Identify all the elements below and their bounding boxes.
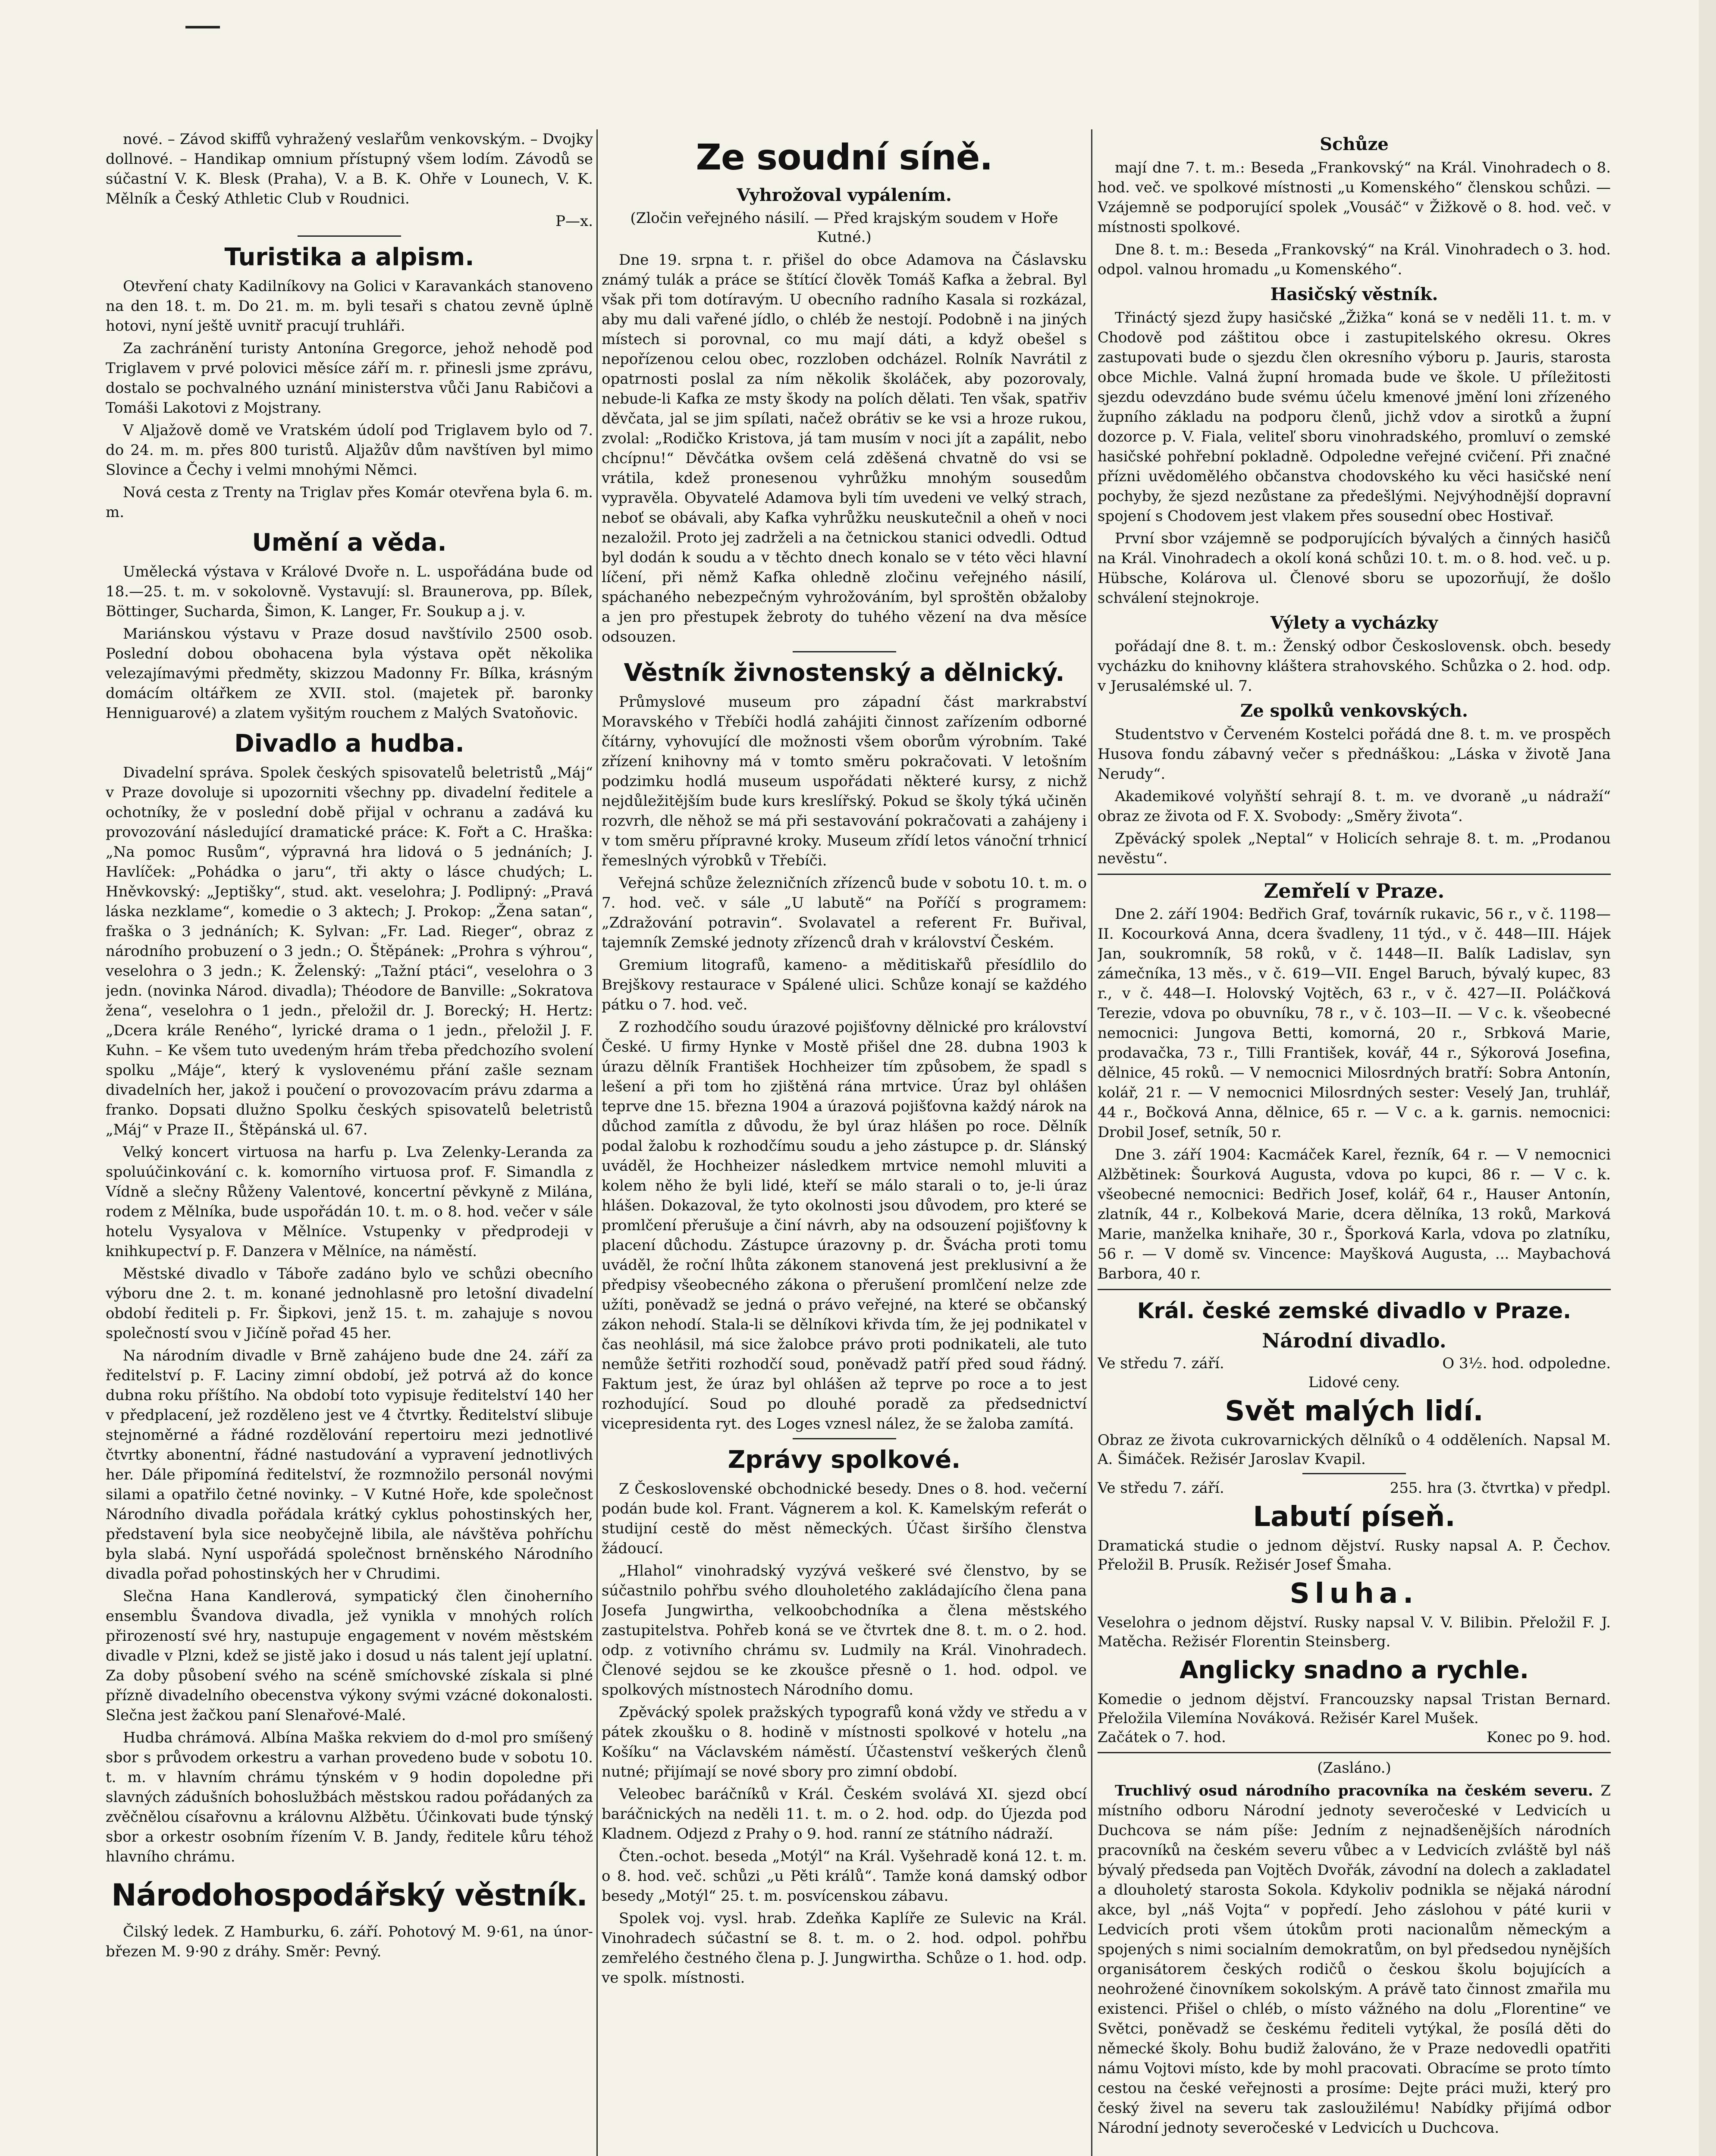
play-description: Obraz ze života cukrovarnických dělníků o 4 odděleních. Napsal M. A. Šimáček. Režisér Jaroslav Kvapil. (1098, 1432, 1611, 1468)
article-paragraph: Gremium litografů, kameno- a měditiskařů přesídlilo do Brejškovy restaurace v Spálené ulici. Schůze konají se každého pátku o 7. hod. več. (602, 956, 1087, 1013)
theatre-subheading: Národní divadlo. (1262, 1329, 1446, 1352)
section-heading: Schůze (1320, 134, 1389, 154)
article-paragraph: Na národním divadle v Brně zahájeno bude dne 24. září za ředitelství p. F. Laciny zimní období, jež potrvá až do konce dubna roku příštího. Na období toto vypisuje ředitelství 140 her v předplacení, jež rozděleno jest ve 4 čtvrtky. Ředitelství slibuje stejnoměrné a řádné rozdělování repertoiru mezi jednotlivé čtvrtky abonentní, řádné nastudování a vypravení jednotlivých her. Dále připomíná ředitelství, že rozmnožilo personál novými silami a opatřilo četné novinky. – V Kutné Hoře, kde společnost Národního divadla pořádala krátký cyklus pohostinských her, představení byla sice neobyčejně libila, ale návštěva pohříchu byla slabá. Nyní uspořádá společnost brněnského Národního divadla pořad pohostinských her v Chrudimi. (106, 1347, 593, 1583)
start-time: Začátek o 7. hod. (1098, 1729, 1226, 1746)
article-paragraph: Divadelní správa. Spolek českých spisovatelů beletristů „Máj“ v Praze dovoluje si upozorniti všechny pp. divadelní ředitele a ochotníky, že v poslední době přijal v ochranu a zadává ku provozování následující dramatické práce: K. Fořt a C. Hraška: „Na pomoc Rusům“, výpravná hra lidová o 5 jednáních; J. Havlíček: „Pohádka o jaru“, tři akty o lásce chudých; L. Hněvkovský: „Jeptišky“, stud. akt. veselohra; J. Podlipný: „Pravá láska nezklame“, komedie o 3 aktech; J. Prokop: „Žena satan“, fraška o 3 jednáních; K. Sylvan: „Fr. Lad. Rieger“, obraz z národního probuzení o 3 jedn.; O. Štěpánek: „Prohra s výhrou“, veselohra o 3 jedn.; K. Želenský: „Tažní ptáci“, veselohra o 3 jedn. (novinka Národ. divadla); Théodore de Banville: „Sokratova žena“, veselohra o 1 jedn., přeložil dr. J. Borecký; H. Hertz: „Dcera krále Reného“, lyrické drama o 1 jedn., přeložil J. F. Kuhn. – Ke všem tuto uvedeným hrám třeba předchozího svolení spolku „Máje“, který k vyslovenému přání zašle seznam divadelních her, jakož i poučení o provozovacím právu zdarma a franko. Dopsati dlužno Spolku českých spisovatelů beletristů „Máj“ v Praze II., Štěpánská ul. 67. (106, 764, 593, 1138)
performance-date: Ve středu 7. září. (1098, 1479, 1224, 1497)
article-paragraph: Mariánskou výstavu v Praze dosud navštívilo 2500 osob. Poslední dobou obohacena byla výstava opět několika velezajímavými předměty, skizzou Madonny Fr. Bílka, krásným domácím oltářkem ze XVII. stol. (majetek př. baronky Henniguarové) a zlatem vyšitým rouchem z Malých Svatoňovic. (106, 625, 593, 722)
performance-row (1098, 1479, 1611, 1498)
divider (1302, 1473, 1406, 1474)
article-paragraph: Průmyslové museum pro západní část markrabství Moravského v Třebíči hodlá zahájiti činnost zařízením odborné čítárny, vyhovující dle možnosti všem oborům výrobním. Také zřízení knihovny má v tomto směru pokračovati. V letošním podzimku hodlá museum uspořádati některé kursy, z nichž nejdůležitějším bude kurs kreslířský. Pokud se školy týká učiněn rozvrh, dle něhož se má při sestavování pokračovati a zahájeny i v tom směru přípravné kroky. Museum zřídí letos vánoční trhnicí řemeslných výrobků v Třebíči. (602, 693, 1087, 869)
divider (793, 1438, 896, 1439)
article-paragraph: Dne 19. srpna t. r. přišel do obce Adamova na Čáslavsku známý tulák a práce se štítící člověk Tomáš Kafka a žebral. Byl však při tom dotíravým. U obecního radního Kasala si rozkázal, aby mu dali vařené jídlo, o chléb že nestojí. Podobně i na jiných místech si porovnal, co mu mají dáti, a když obešel s nepořízenou celou obec, rozzloben odcházel. Rolník Navrátil z opatrnosti poslal za ním několik školáček, aby pozorovaly, nebude-li Kafka ze msty škody na polích dělati. Ten však, spatřiv děvčata, jal se jim spílati, načež obrátiv se ke vsi a hroze rukou, zvolal: „Rodičko Kristova, já tam musím v noci jít a zapálit, nebo chcípnu!“ Děvčátka ovšem celá zděšená chvatně do vsi se vrátila, kdež pronesenou vyhrůžku mnohým sousedům vypravěla. Obyvatelé Adamova byli tím uvedeni ve velký strach, neboť se obávali, aby Kafka vyhrůžku neuskutečnil a oheň v noci nezaložil. Proto jej zadrželi a na četnickou stanici odvedli. Odtud byl dodán k soudu a v těchto dnech konalo se v této věci hlavní líčení, při němž Kafka ohledně zločinu veřejného násilí, spáchaného nebezpečným vyhrožováním, byl sproštěn obžaloby a jen pro přestupek žebroty do tuhého vězení na dva měsíce odsouzen. (602, 251, 1087, 646)
article-paragraph: Studentstvo v Červeném Kostelci pořádá dne 8. t. m. ve prospěch Husova fondu zábavný večer s přednáškou: „Láska v životě Jana Nerudy“. (1098, 726, 1611, 783)
column-3 (1098, 129, 1611, 2156)
play-description: Veselohra o jednom dějství. Rusky napsal V. V. Bilibin. Přeložil F. J. Matěcha. Režisér Florentin Steinsberg. (1098, 1614, 1611, 1650)
article-paragraph: Veřejná schůze železničních zřízenců bude v sobotu 10. t. m. o 7. hod. več. v sále „U labutě“ na Poříčí s programem: „Zdražování potravin“. Svolavatel a referent Fr. Buřival, tajemník Zemské jednoty zřízenců drah v království Českém. (602, 874, 1087, 951)
article-paragraph: Z rozhodčího soudu úrazové pojišťovny dělnické pro království České. U firmy Hynke v Mostě přišel dne 28. dubna 1903 k úrazu dělník František Hochheizer tím způsobem, že spadl s lešení a při tom ho zjištěná rána mrtvice. Úraz byl ohlášen teprve dne 15. března 1904 a úrazová pojišťovna každý nárok na důchod zamítla z důvodu, že byl úraz hlášen po roce. Dělník podal žalobu k rozhodčímu soudu a jeho zástupce p. dr. Slánský uváděl, že Hochheizer následkem mrtvice nemohl mluviti a kolem něho že byli lidé, kteří se málo starali o to, je-li úraz hlášen. Dokazoval, že tyto okolnosti jsou důvodem, pro které se promlčení přerušuje a činí návrh, aby na odsouzení pojišťovny k placení důchodu. Zástupce úrazovny p. dr. Švácha proti tomu uváděl, že roční lhůta zákonem stanovená jest preklusivní a že předpisy všeobecného zákona o přerušení promlčení nelze zde užíti, poněvadž se jedná o právo veřejné, na které se občanský zákon nehodí. Stala-li se dělníkovi křivda tím, že jej podnikatel v čas neohlásil, má sice žalobce právo proti podnikateli, ale tuto nemůže šetřiti rozhodčí soud, poněvadž patří před soud řádný. Faktum jest, že úraz byl ohlášen až teprve po roce a to jest rozhodující. Soud po dlouhé poradě za předsednictví vicepresidenta ryt. des Loges vznesl nález, že se žaloba zamítá. (602, 1018, 1087, 1432)
section-heading: Zemřelí v Praze. (1264, 879, 1445, 903)
column-2 (602, 129, 1087, 2156)
article-paragraph: Umělecká výstava v Králové Dvoře n. L. uspořádána bude od 18.—25. t. m. v sokolovně. Vystavují: sl. Braunerova, pp. Bílek, Böttinger, Sucharda, Šimon, K. Langer, Fr. Soukup a j. v. (106, 563, 593, 620)
section-heading: Výlety a vycházky (1270, 613, 1438, 633)
performance-row (1098, 1354, 1611, 1373)
section-heading: Divadlo a hudba. (234, 730, 464, 758)
section-heading: Umění a věda. (252, 529, 447, 557)
article-paragraph: Otevření chaty Kadilníkovy na Golici v Karavankách stanoveno na den 18. t. m. Do 21. m. m. byli tesaři s chatou zevně úplně hotovi, nyní ještě uvnitř pracují truhláři. (106, 278, 593, 335)
section-heading: Národohospodářský věstník. (111, 1877, 587, 1913)
divider (1098, 1752, 1611, 1753)
article-paragraph: Veleobec baráčníků v Král. Českém svolává XI. sjezd obcí baráčnických na neděli 11. t. m. o 2. hod. odp. do Újezda pod Kladnem. Odjezd z Prahy o 9. hod. ranní ze státního nádraží. (602, 1786, 1087, 1843)
intro-signature: P—x. (555, 213, 593, 230)
performance-time: O 3½. hod. odpoledne. (1442, 1355, 1611, 1372)
section-heading: Hasičský věstník. (1270, 284, 1438, 304)
article-paragraph: Zpěvácký spolek pražských typografů koná vždy ve středu a v pátek zkoušku o 8. hodině v místnosti spolkové v hotelu „na Košíku“ na Václavském náměstí. Účastenství veškerých členů nutné; přijímají se nové sbory pro zimní období. (602, 1704, 1087, 1780)
article-title: Vyhrožoval vypálením. (737, 185, 952, 205)
section-heading: Věstník živnostenský a dělnický. (624, 659, 1065, 687)
article-paragraph: Z Československé obchodnické besedy. Dnes o 8. hod. večerní podán bude kol. Frant. Vágnerem a kol. K. Kamelským referát o studijní cestě do měst německých. Účast širšího členstva žádoucí. (602, 1480, 1087, 1557)
article-paragraph: pořádají dne 8. t. m.: Ženský odbor Československ. obch. besedy vycházku do knihovny kláštera strahovského. Schůzka o 2. hod. odp. v Jerusalémské ul. 7. (1098, 638, 1611, 695)
divider (1098, 1289, 1611, 1290)
article-paragraph: Za zachránění turisty Antonína Gregorce, jehož nehodě pod Triglavem v prvé polovici měsíce září m. r. přinesli jsme zprávu, dostalo se pochvalného uznání ministerstva vůči Janu Rabičovi a Tomáši Lakotovi z Mojstrany. (106, 340, 593, 417)
article-paragraph: Městské divadlo v Táboře zadáno bylo ve schůzi obecního výboru dne 2. t. m. konané jednohlasně pro letošní divadelní období řediteli p. Fr. Šipkovi, jenž 15. t. m. zahajuje s novou společností svou v Jičíně pořad 45 her. (106, 1265, 593, 1342)
article-text: Z místního odboru Národní jednoty severočeské v Ledvicích u Duchcova se nám píše: Jedním z nejnadšenějších národních pracovníků na českém severu vůbec a v Ledvicích zvláště byl náš bývalý předseda pan Vojtěch Dvořák, závodní na dolech a zakladatel a dlouholetý starosta Sokola. Kdykoliv podnikla se nějaká národní akce, byl „náš Vojta“ v popředí. Jeho záslohou v páté kurii v Ledvicích proti všem útokům proti nacionalům německým a spojených s nimi socialním demokratům, on byl předsedou nynějších organisátorem českých rodičů o českou školu bojujících a neohrožené činovníkem sokolským. A právě tato činnost zmařila mu existenci. Přišel o chléb, o místo vážného na dolu „Florentine“ ve Světci, poněvadž se českému řediteli vytýkal, že posílá děti do německé školy. Bohu budiž žalováno, že v Praze nedovedli opatřiti námu Vojtovi místo, kde by mohl pracovati. Obracíme se proto tímto cestou na české veřejnosti a prosíme: Dejte práci muži, který pro český živel na severu tak zasloužilému! Nabídky přijímá odbor Národní jednoty severočeské v Ledvicích u Duchcova. (1098, 1782, 1611, 2137)
play-title: Sluha. (1289, 1578, 1419, 1610)
article-paragraph: Slečna Hana Kandlerová, sympatický člen činoherního ensemblu Švandova divadla, jež vynikla v mnohých rolích přirozeností své hry, nastupuje engagement v novém městském divadle v Plzni, kdež se jistě jako i dosud u nás talent její uplatní. Za doby působení svého na scéně smíchovské získala si plné přízně divadelního obecenstva výkony svými vzácné dokonalosti. Slečna jest žačkou paní Slenařové-Malé. (106, 1588, 593, 1724)
article-paragraph: mají dne 7. t. m.: Beseda „Frankovský“ na Král. Vinohradech o 8. hod. več. ve spolkové místnosti „u Komenského“ členskou schůzi. — Vzájemně se podporující spolek „Vousáč“ v Žižkově o 8. hod. več. v místnosti spolkové. (1098, 159, 1611, 236)
divider (1098, 874, 1611, 875)
end-time: Konec po 9. hod. (1486, 1729, 1611, 1746)
play-title: Labutí píseň. (1253, 1501, 1456, 1533)
section-label: (Zasláno.) (1317, 1759, 1391, 1777)
column-rule (596, 129, 598, 2156)
article-title: Truchlivý osud národního pracovníka na českém severu. (1115, 1782, 1594, 1799)
article-paragraph: Dne 8. t. m.: Beseda „Frankovský“ na Král. Vinohradech o 3. hod. odpol. valnou hromadu „u Komenského“. (1098, 241, 1611, 278)
section-heading: Ze soudní síně. (696, 137, 993, 178)
article-paragraph: „Hlahol“ vinohradský vyzývá veškeré své členstvo, by se súčastnilo pohřbu svého dlouholetého zakládajícího člena pana Josefa Jungwirtha, velkoobchodníka a člena městského zastupitelstva. Pohřeb koná se ve čtvrtek dne 8. t. m. o 2. hod. odp. z votivního chrámu sv. Ludmily na Král. Vinohradech. Členové sejdou se ke zkoušce přesně o 1. hod. odpol. ve spolkových místnostech Národního domu. (602, 1562, 1087, 1698)
article-paragraph (1098, 1781, 1611, 2138)
play-title: Anglicky snadno a rychle. (1180, 1656, 1529, 1684)
performance-info: 255. hra (3. čtvrtka) v předpl. (1390, 1479, 1611, 1497)
play-description: Dramatická studie o jednom dějství. Rusky napsal A. P. Čechov. Přeložil B. Prusík. Režisér Josef Šmaha. (1098, 1537, 1611, 1573)
article-subtitle: (Zločin veřejného násilí. — Před krajským soudem v Hoře Kutné.) (630, 210, 1058, 246)
page-edge (1699, 0, 1716, 2156)
top-mark (185, 26, 220, 28)
column-1 (106, 129, 593, 2156)
theatre-heading: Král. české zemské divadlo v Praze. (1137, 1298, 1572, 1323)
divider (298, 235, 401, 237)
article-paragraph: Zpěvácký spolek „Neptal“ v Holicích sehraje 8. t. m. „Prodanou nevěstu“. (1098, 830, 1611, 867)
play-description: Komedie o jednom dějství. Francouzsky napsal Tristan Bernard. Přeložila Vilemína Nováková. Režisér Karel Mušek. (1098, 1691, 1611, 1727)
column-rule (1091, 129, 1092, 2156)
article-paragraph: První sbor vzájemně se podporujících bývalých a činných hasičů na Král. Vinohradech a okolí koná schůzi 10. t. m. o 8. hod. več. u p. Hübsche, Kolárova ul. Členové sboru se upozorňují, že došlo schválení stejnokroje. (1098, 530, 1611, 607)
article-paragraph: V Aljažově domě ve Vratském údolí pod Triglavem bylo od 7. do 24. m. m. přes 800 turistů. Aljažův dům navštíven byl mimo Slovince a Čechy i velmi mnohými Němci. (106, 422, 593, 479)
article-paragraph: Dne 2. září 1904: Bedřich Graf, továrník rukavic, 56 r., v č. 1198—II. Kocourková Anna, dcera švadleny, 11 týd., v č. 448—III. Hájek Jan, soukromník, 58 roků, v č. 1448—II. Balík Ladislav, syn zámečníka, 13 měs., v č. 619—VII. Engel Baruch, bývalý kupec, 83 r., v č. 448—I. Holovský Vojtěch, 63 r., v č. 427—II. Poláčková Terezie, vdova po obuvníku, 78 r., v č. 103—II. — V c. k. všeobecné nemocnici: Jungova Betti, komorná, 20 r., Srbková Marie, prodavačka, 73 r., Tilli František, kovář, 44 r., Sýkorová Josefina, dělnice, 45 roků. — V nemocnici Milosrdných bratří: Sobra Antonín, kolář, 21 r. — V nemocnici Milosrdných sester: Veselý Jan, truhlář, 44 r., Bočková Anna, dělnice, 65 r. — V c. a k. garnis. nemocnici: Drobil Josef, setník, 50 r. (1098, 906, 1611, 1141)
article-paragraph: Dne 3. září 1904: Kacmáček Karel, řezník, 64 r. — V nemocnici Alžbětinek: Šourková Augusta, vdova po kupci, 86 r. — V c. k. všeobecné nemocnici: Bedřich Josef, kolář, 64 r., Hauser Antonín, zlatník, 44 r., Kolbeková Marie, dcera dělníka, 13 roků, Marková Marie, manželka knihaře, 30 r., Šporková Karla, vdova po zlatníku, 56 r. — V domě sv. Vincence: Mayšková Augusta, ... Maybachová Barbora, 40 r. (1098, 1146, 1611, 1282)
divider (793, 651, 896, 652)
play-title: Svět malých lidí. (1225, 1395, 1484, 1427)
article-paragraph: Hudba chrámová. Albína Maška rekviem do d-mol pro smíšený sbor s průvodem orkestru a varhan provedeno bude v sobotu 10. t. m. v hlavním chrámu týnském v 9 hodin dopoledne při slavných zádušních bohoslužbách městskou radou pořádaných za zvěčnělou císařovnu a královnu Alžbětu. Účinkovati bude týnský sbor a orkestr osobním řízením V. B. Jandy, ředitele kůru téhož hlavního chrámu. (106, 1729, 593, 1865)
article-paragraph: Akademikové volyňští sehrají 8. t. m. ve dvoraně „u nádraží“ obraz ze života od F. X. Svobody: „Směry života“. (1098, 788, 1611, 825)
article-paragraph: Třináctý sjezd župy hasičské „Žižka“ koná se v neděli 11. t. m. v Chodově pod záštitou obce i zastupitelského okresu. Okres zastupovati bude o sjezdu člen okresního výboru p. Jauris, starosta obce Michle. Valná župní hromada bude ve škole. U příležitosti sjezdu odevzdáno bude svému účelu kmenové jmění loni zřízeného župního základu na podporu členů, jichž vdov a sirotků a župní dozorce p. V. Fiala, veliteľ sboru vinohradského, promluví o zemské hasičské pohřební pokladně. Odpoledne veřejné cvičení. Při značné přízni uvědomělého občanstva chodovského ku věci hasičské není pochyby, že sjezd nezůstane za předešlými. Nejvýhodnější dopravní spojení s Chodovem jest vlakem přes sousední obec Hostivař. (1098, 309, 1611, 525)
section-heading: Turistika a alpism. (224, 243, 474, 271)
section-heading: Ze spolků venkovských. (1240, 701, 1468, 721)
performance-note: Lidové ceny. (1308, 1374, 1400, 1391)
performance-date: Ve středu 7. září. (1098, 1355, 1224, 1372)
article-paragraph: Spolek voj. vysl. hrab. Zdeňka Kaplíře ze Sulevic na Král. Vinohradech súčastní se 8. t. m. o 2. hod. odpol. pohřbu zemřelého čestného člena p. J. Jungwirtha. Schůze o 1. hod. odp. ve spolk. místnosti. (602, 1910, 1087, 1987)
intro-paragraph: nové. – Závod skiffů vyhražený veslařům venkovským. – Dvojky dollnové. – Handikap omnium přístupný všem lodím. Závodů se súčastní V. K. Blesk (Praha), V. a B. K. Ohře v Lounech, V. K. Mělník a Český Athletic Club v Roudnici. (106, 131, 593, 207)
article-paragraph: Velký koncert virtuosa na harfu p. Lva Zelenky-Leranda za spoluúčinkování c. k. komorního virtuosa prof. F. Simandla z Vídně a slečny Růženy Valentové, koncertní pěvkyně z Milána, rodem z Mělníka, bude uspořádán 10. t. m. o 8. hod. večer v sále hotelu Vysyalova v Mělníce. Vstupenky v předprodeji v knihkupectví p. F. Danzera v Mělníce, na náměstí. (106, 1144, 593, 1260)
performance-times (1098, 1728, 1611, 1747)
article-paragraph: Nová cesta z Trenty na Triglav přes Komár otevřena byla 6. m. m. (106, 484, 593, 521)
section-heading: Zprávy spolkové. (728, 1446, 961, 1474)
article-paragraph: Čten.-ochot. beseda „Motýl“ na Král. Vyšehradě koná 12. t. m. o 8. hod. več. schůzi „u Pěti králů“. Tamže koná damský odbor besedy „Motýl“ 25. t. m. posvícenskou zábavu. (602, 1848, 1087, 1905)
article-paragraph: Čilský ledek. Z Hamburku, 6. září. Pohotový M. 9·61, na únor-březen M. 9·90 z dráhy. Směr: Pevný. (106, 1923, 593, 1960)
